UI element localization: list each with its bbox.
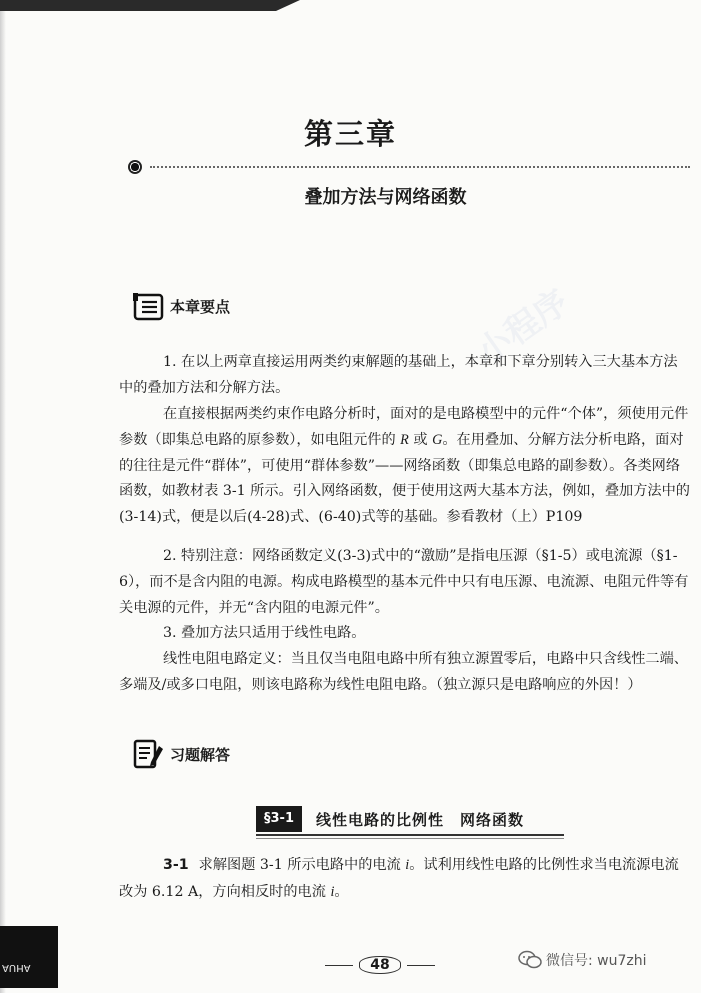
section-banner: [256, 804, 564, 834]
key-points-label: 本章要点: [170, 297, 231, 316]
page-dash-left: [325, 965, 353, 966]
top-edge-bar: [0, 0, 300, 11]
page-number: 48: [359, 956, 400, 974]
chapter-subtitle: 叠加方法与网络函数: [304, 187, 467, 208]
page-dash-right: [407, 965, 435, 966]
wechat-icon: [518, 950, 542, 970]
key-points-heading: [132, 290, 230, 322]
pencil-notes-icon: [132, 738, 166, 770]
rule-bullet-icon: [128, 160, 142, 174]
key-point-1: 1. 在以上两章直接运用两类约束解题的基础上，本章和下章分别转入三大基本方法中的叠加方法和分解方法。: [119, 354, 678, 396]
notes-icon: [132, 290, 166, 322]
wechat-watermark: [518, 950, 647, 970]
exercises-heading: [132, 738, 230, 770]
page-number-block: [300, 954, 460, 976]
chapter-title: 第三章: [303, 117, 397, 151]
spine-text: AHUA: [2, 962, 31, 973]
dotted-rule: [150, 166, 690, 168]
section-underline-thin: [256, 838, 564, 839]
problem-label: 3-1: [163, 857, 189, 873]
key-point-3: 3. 叠加方法只适用于线性电路。: [163, 625, 366, 641]
key-point-2: 2. 特别注意：网络函数定义(3-3)式中的“激励”是指电压源（§1-5）或电流源（§1-6），而不是含内阻的电源。构成电路模型的基本元件中只有电压源、电流源、电阻元件等有关电源的元件，并无“含内阻的电源元件”。: [119, 548, 689, 616]
section-title: 线性电路的比例性 网络函数: [316, 810, 525, 829]
section-number: §3-1: [256, 806, 302, 832]
section-underline: [256, 834, 564, 836]
exercises-label: 习题解答: [170, 745, 231, 764]
background-stamp: 小程序: [469, 281, 577, 374]
key-point-1-detail: 在直接根据两类约束作电路分析时，面对的是电路模型中的元件“个体”，须使用元件参数（即集总电路的原参数），如电阻元件的 R 或 G。在用叠加、分解方法分析电路，面对的往往是元件“群体”，可使用“群体参数”——网络函数（即集总电路的副参数）。各类网络函数，如教材表 3-1 所示。引入网络函数，便于使用这两大基本方法，例如，叠加方法中的(3-14)式，便是以后(4-28)式、(6-40)式等的基础。参看教材（上）P109: [119, 406, 690, 526]
book-spine-corner: [0, 926, 58, 988]
problem-3-1: 3-1 求解图题 3-1 所示电路中的电流 i。试利用线性电路的比例性求当电流源电流改为 6.12 A，方向相反时的电流 i。: [119, 857, 679, 900]
watermark-text: 微信号: wu7zhi: [546, 953, 647, 969]
linear-circuit-definition: 线性电阻电路定义：当且仅当电阻电路中所有独立源置零后，电路中只含线性二端、多端及/或多口电阻，则该电路称为线性电阻电路。（独立源只是电路响应的外因！）: [119, 651, 688, 693]
